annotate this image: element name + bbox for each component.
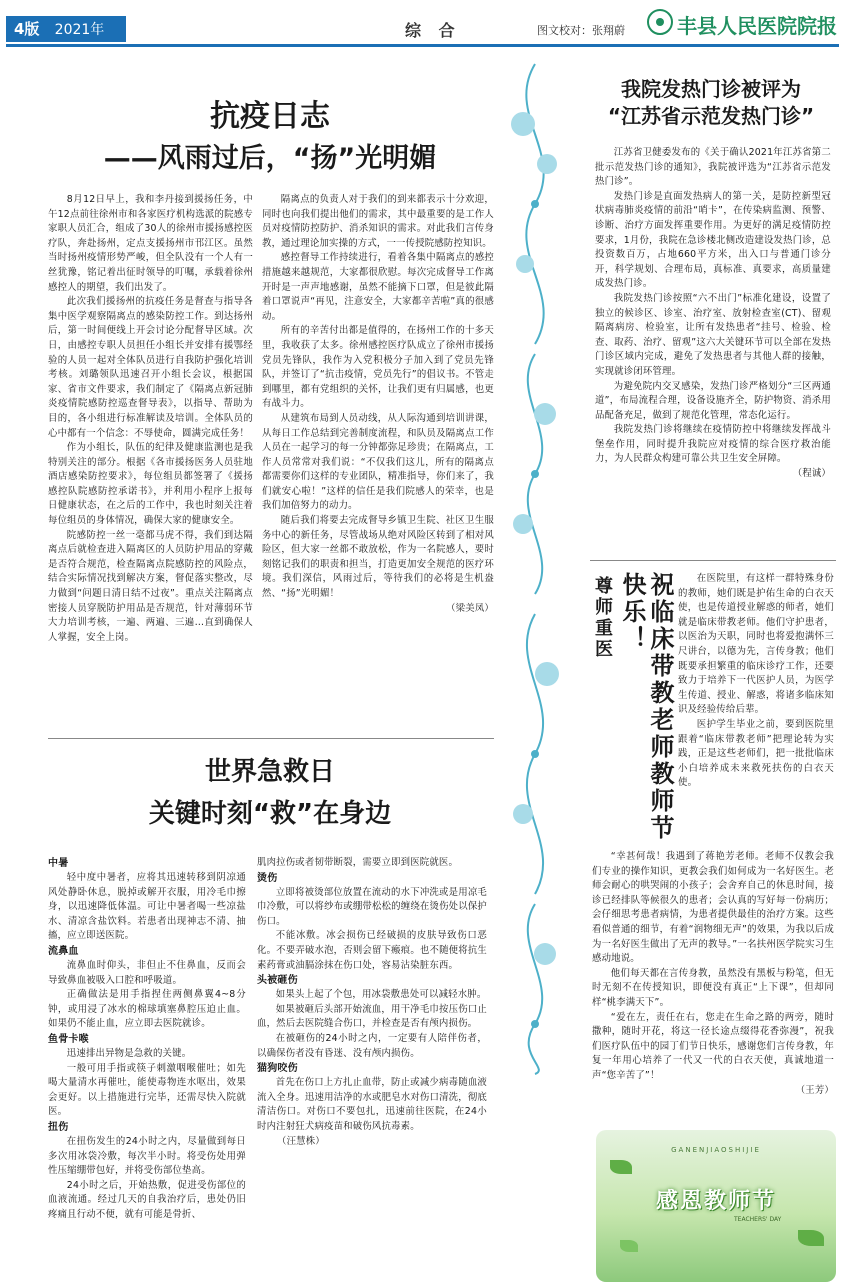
issue-date: 2021年 9月 <box>14 22 119 65</box>
article4-intro <box>678 572 834 791</box>
article1-paragraph: 从建筑布局到人员动线，从人际沟通到培训讲课，从每日工作总结到完善制度流程，和队员及隔离点工作人员在一起学习的每一分钟都弥足珍贵；在隔离点，工作人员常常对我们说：“不仅我们这儿，所有的隔离点都需要你们这样的专业团队，精准指导，你们来了，我们就安心啦！”这样的信任是我们院感人的荣幸，也是我们加倍努力的动力。 <box>262 412 494 512</box>
article2-subtitle: 关键时刻“救”在身边 <box>148 799 392 829</box>
first-aid-paragraph: 肌肉拉伤或者韧带断裂，需要立即到医院就医。 <box>257 857 459 868</box>
first-aid-paragraph: 如果头上起了个包，用冰袋敷患处可以减轻水肿。 <box>275 989 487 1001</box>
article3-body <box>595 146 831 482</box>
article4-paragraph: 在医院里，有这样一群特殊身份的教师，她们既是护佑生命的白衣天使，也是传道授业解惑的师者，她们就是临床带教老师。他们守护患者，以医治为天职，同时也将爱抱满怀三尺讲台，以德为先，言传身教；他们既要承担繁重的临床诊疗工作，还要致力于培养下一代医护人员，为医学生传道、授业、解惑，将诸多临床知识及经验传给后辈。 <box>678 573 834 716</box>
masthead: 丰县人民医院院报 <box>677 14 837 38</box>
article1-paragraph: 感控督导工作持续进行，看着各集中隔离点的感控措施越来越规范，大家都很欣慰。每次完成督导工作离开时是一声声地感谢，虽然不能摘下口罩，但是彼此隔着口罩说声“再见，注意安全，大家都辛苦啦”真的很感动。 <box>262 252 494 322</box>
article1-paragraph: 院感防控一丝一毫都马虎不得，我们到达隔离点后就检查进入隔离区的人员防护用品的穿戴是否符合规范，检查隔离点院感防控的风险点，结合实际情况找到解决方案，督促落实整改，尽力做到“问题日清日结不过夜”。重点关注隔离点密接人员穿脱防护用品是否规范，针对薄弱环节大力培训考核，一遍、两遍、三遍…直到确保人人掌握，安全上岗。 <box>48 529 253 643</box>
article1-paragraph: 所有的辛苦付出都是值得的，在扬州工作的十多天里，我收获了太多。徐州感控医疗队成立了徐州市援扬党员先锋队，我作为入党积极分子加入到了党员先锋队，并签订了“抗击疫情，党员先行”的倡议书。不管走到哪里，都有党组织的关怀，让我们更有归属感，也更有战斗力。 <box>262 325 494 410</box>
leaf-icon <box>798 1230 824 1246</box>
section-name: 综 合 <box>405 21 461 40</box>
article2-column-1 <box>48 856 246 1222</box>
article1-paragraph: 此次我们援扬州的抗疫任务是督查与指导各集中医学观察隔离点的感染防控工作。到达扬州后，第一时间便线上开会讨论分配督导区域。次日，由感控专职人员担任小组长并安排有援鄂经验的人员一起对全体队员进行自我防护强化培训考核。刘璐领队迅速召开小组长会议，根据国家、省市文件要求，我们制定了《隔离点新冠肺炎疫情院感防控巡查督导表》，以指导、帮助为目的，各小组进行标准解读及培训。全体队员的心中都有一个信念：不辱使命，圆满完成任务！ <box>48 296 253 439</box>
card-title: 感恩教师节 <box>655 1189 776 1214</box>
article3-paragraph: 发热门诊是直面发热病人的第一关，是防控新型冠状病毒肺炎疫情的前沿“哨卡”，在传染病监测、预警、诊断、治疗方面发挥重要作用。为更好的满足疫情防控要求，1月份，我院在急诊楼北侧改造建设发热门诊，总投资数百万，占地660平方米，出入口与普通门诊分开，科学规划、合理布局，真标准、真要求，高质量建成发热门诊。 <box>595 190 831 290</box>
leaf-icon <box>620 1240 638 1252</box>
article4-paragraph: “爱在左，责任在右，您走在生命之路的两旁，随时撒种，随时开花，将这一径长途点缀得花香弥漫”，祝我们医疗队伍中的园丁们节日快乐，感谢您们言传身教，年复一年用心培养了一代又一代的白衣天使，真诚地道一声“您辛苦了”！ <box>592 1011 834 1081</box>
article1-column-1 <box>48 193 253 645</box>
first-aid-heading: 烫伤 <box>257 872 278 884</box>
first-aid-paragraph: 不能冰敷。冰会损伤已经破损的皮肤导致伤口恶化。不要弄破水泡，否则会留下瘢痕。也不随便将抗生素药膏或油膈涂抹在伤口处，容易沾染脏东西。 <box>257 930 487 971</box>
decorative-swirl-border <box>495 54 573 1079</box>
card-english: TEACHERS' DAY <box>734 1216 782 1223</box>
article3-paragraph: 我院发热门诊将继续在疫情防控中将继续发挥战斗堡垒作用，同时提升我院应对疫情的综合医疗救治能力，为人民群众构建可靠公共卫生安全屏障。 <box>595 424 831 465</box>
article4-author: （王芳） <box>795 1084 834 1096</box>
proofreader: 图文校对：张翔蔚 <box>537 24 625 37</box>
article4-paragraph: 医护学生毕业之前，要到医院里跟着“临床带教老师”把理论转为实践，正是这些老师们，把一批批临床小白培养成未来救死扶伤的白衣天使。 <box>678 718 834 789</box>
edition-tag <box>6 16 126 65</box>
article1-paragraph: 随后我们将要去完成督导乡镇卫生院、社区卫生服务中心的新任务，尽管战场从绝对风险区转到了相对风险区，但大家一丝都不敢放松，作为一名院感人，要时刻铭记我们的职责和担当，打造更加安全规范的医疗环境。我们深信，风雨过后，等待我们的必将是生机盎然、“扬”光明媚！ <box>262 515 494 600</box>
article1-paragraph: 隔离点的负责人对于我们的到来都表示十分欢迎，同时也向我们提出他们的需求，其中最重要的是工作人员对疫情防控防护、消杀知识的需求。对此我们言传身教，通过理论加实操的方式，一一传授院感防控知识。 <box>262 194 494 249</box>
article3-author: （程诚） <box>792 468 831 480</box>
article4-title: 祝临床带教老师教师节快乐！ <box>618 572 674 842</box>
first-aid-paragraph: 在被砸伤的24小时之内，一定要有人陪伴伤者，以确保伤者没有昏迷、没有颅内损伤。 <box>257 1032 487 1059</box>
section-divider <box>590 560 836 561</box>
first-aid-paragraph: 立即将被烫部位放置在流动的水下冲洗或是用凉毛巾冷敷，可以将纱布或绷带松松的缠绕在烫伤处以保护伤口。 <box>257 886 487 927</box>
article1-subtitle: ——风雨过后，“扬”光明媚 <box>103 143 437 174</box>
article4-side-title: 尊师重医 <box>592 576 613 660</box>
article1-column-2 <box>262 193 494 616</box>
article3-paragraph: 江苏省卫健委发布的《关于确认2021年江苏省第二批示范发热门诊的通知》，我院被评选为“江苏省示范发热门诊”。 <box>595 147 831 188</box>
first-aid-heading: 头被砸伤 <box>257 975 298 987</box>
article3-title: 我院发热门诊被评为 <box>621 77 801 101</box>
article4-body <box>592 850 834 1098</box>
section-divider <box>48 738 494 739</box>
article3-paragraph: 为避免院内交叉感染，发热门诊严格划分“三区两通道”，布局流程合理，设备设施齐全，防护物资、消杀用品配备充足，做到了规范化管理，常态化运行。 <box>595 380 831 421</box>
article2-column-2 <box>257 856 487 1149</box>
article1-paragraph: 作为小组长，队伍的纪律及健康监测也是我特别关注的部分。根据《各市援扬医务人员驻地酒店感染防控要求》，每位组员都签署了《援扬感控队院感防控承诺书》，并利用小程序上报每日健康状态，在之后的工作中，我也时刻关注着每位组员的身体情况，确保大家的健康安全。 <box>48 442 253 527</box>
first-aid-paragraph: 24小时之后，开始热敷，促进受伤部位的血液流通。经过几天的自我治疗后，患处仍旧疼痛且行动不便，就有可能是骨折、 <box>48 1179 246 1220</box>
first-aid-heading: 猫狗咬伤 <box>257 1063 298 1075</box>
first-aid-heading: 中暑 <box>48 858 69 869</box>
article1-author: （梁美凤） <box>446 602 494 614</box>
first-aid-paragraph: 轻中度中暑者，应将其迅速转移到阴凉通风处静卧休息，脱掉或解开衣服，用冷毛巾擦身，以迅速降低体温。可让中暑者喝一些凉盐水、清凉含盐饮料。若患者出现神志不清、抽搐，应立即送医院。 <box>48 872 246 942</box>
first-aid-paragraph: 流鼻血时仰头，非但止不住鼻血，反而会导致鼻血被吸入口腔和呼吸道。 <box>48 959 246 986</box>
first-aid-heading: 扭伤 <box>48 1121 69 1133</box>
article2-title: 世界急救日 <box>204 757 335 787</box>
teachers-day-card <box>596 1130 836 1282</box>
first-aid-paragraph: 首先在伤口上方扎止血带，防止或减少病毒随血液流入全身。迅速用洁净的水或肥皂水对伤口清洗，彻底清洁伤口。对伤口不要包扎，迅速前往医院，在24小时内注射狂犬病疫苗和破伤风抗毒素。 <box>257 1077 487 1132</box>
article4-paragraph: “幸甚何哉！我遇到了蒋艳芳老师。老师不仅教会我们专业的操作知识，更教会我们如何成为一名好医生。老师会耐心的哄哭闹的小孩子；会舍弃自己的休息时间，接诊已经排队等候很久的患者；会认真的写好每一份病历；会仔细思考患者病情，为患者提供最佳的治疗方案。这些看似普通的细节，有着“润物细无声”的效果，为我以后成为一名好医生做出了无声的教导。”一名扶州医学院实习生感动地说。 <box>592 851 834 965</box>
first-aid-heading: 鱼骨卡喉 <box>48 1033 89 1045</box>
leaf-icon <box>610 1160 632 1174</box>
card-pinyin: GANENJIAOSHIJIE <box>671 1146 761 1154</box>
first-aid-paragraph: 迅速排出异物是急救的关键。 <box>66 1047 192 1059</box>
article3-paragraph: 我院发热门诊按照“六不出门”标准化建设，设置了独立的候诊区、诊室、治疗室、放射检查室(CT)、留观隔离病房、检验室，让所有发热患者“挂号、检验、检查、取药、治疗、留观”这六大关键环节可以全部在发热门诊区域内完成，避免了发热患者与其他人群的接触，实现就诊闭环管理。 <box>595 292 831 377</box>
first-aid-paragraph: 如果被砸后头部开始流血，用干净毛巾按压伤口止血，然后去医院缝合伤口，并检查是否有颅内损伤。 <box>257 1003 487 1030</box>
first-aid-paragraph: 在扭伤发生的24小时之内，尽量做到每日多次用冰袋冷敷，每次半小时。将受伤处用弹性压缩绷带包好，并将受伤部位垫高。 <box>48 1135 246 1177</box>
first-aid-paragraph: 一般可用手指或筷子刺激咽喉催吐；如先喝大量清水再催吐，能使毒物连水呕出，效果会更好。以上措施进行完毕，还需尽快入院就医。 <box>48 1062 246 1118</box>
first-aid-paragraph: 正确做法是用手指捏住两侧鼻翼4~8分钟，或用浸了冰水的棉球填塞鼻腔压迫止血。如果仍不能止血，应立即去医院就诊。 <box>48 989 246 1030</box>
header-rule <box>6 44 839 47</box>
article4-paragraph: 他们每天都在言传身教，虽然没有黑板与粉笔，但无时无刻不在传授知识，即便没有真正“上下课”，但却同样“桃李满天下”。 <box>592 967 834 1008</box>
article1-title: 抗疫日志 <box>210 99 330 134</box>
article2-author: （汪慧株） <box>277 1135 325 1147</box>
page-header <box>0 0 845 65</box>
hospital-logo-icon <box>647 9 673 35</box>
article1-paragraph: 8月12日早上，我和李丹接到援扬任务，中午12点前往徐州市和各家医疗机构选派的院感专家职人员汇合，组成了30人的徐州市援扬感控医疗队，奔赴扬州，定点支援扬州市邗江区。虽然当时扬州疫情形势严峻，但全队没有一个人有一丝犹豫，铭记着出征时领导的叮嘱，承载着徐州感控人的期望，我们出发了。 <box>48 194 253 293</box>
first-aid-heading: 流鼻血 <box>48 945 79 957</box>
edition-number: 4版 <box>14 20 40 38</box>
article3-subtitle: “江苏省示范发热门诊” <box>607 104 815 128</box>
